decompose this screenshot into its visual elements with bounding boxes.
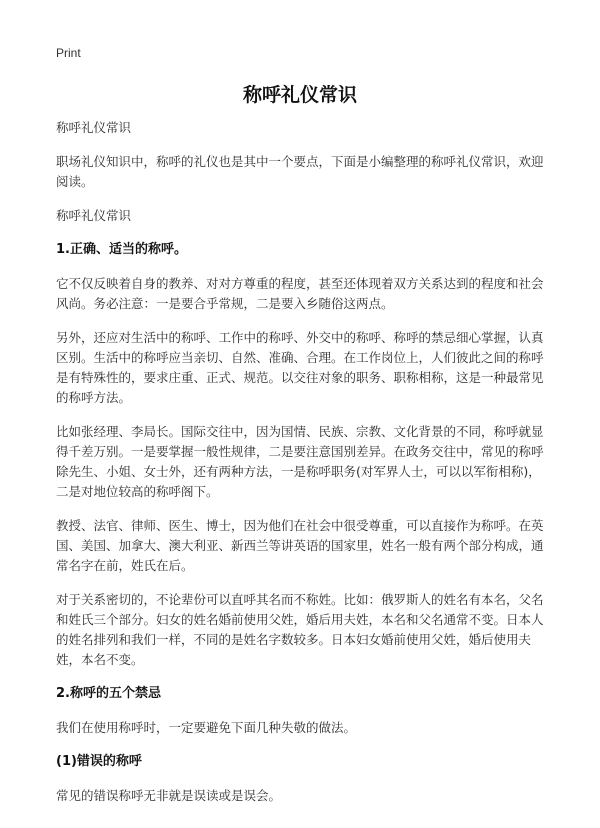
section-heading-1: 1.正确、适当的称呼。 xyxy=(56,242,187,257)
page-title: 称呼礼仪常识 xyxy=(242,84,357,106)
print-link[interactable]: Print xyxy=(56,46,81,60)
paragraph-subtitle-repeat: 称呼礼仪常识 xyxy=(56,208,132,223)
paragraph-intro: 职场礼仪知识中，称呼的礼仪也是其中一个要点，下面是小编整理的称呼礼仪常识，欢迎阅读。 xyxy=(56,154,544,189)
paragraph: 另外，还应对生活中的称呼、工作中的称呼、外交中的称呼、称呼的禁忌细心掌握，认真区别。生活中的称呼应当亲切、自然、准确、合理。在工作岗位上，人们彼此之间的称呼是有特殊性的，要求庄重、正式、规范。以交往对象的职务、职称相称，这是一种最常见的称呼方法。 xyxy=(56,330,544,405)
paragraph: 教授、法官、律师、医生、博士，因为他们在社会中很受尊重，可以直接作为称呼。在英国、美国、加拿大、澳大利亚、新西兰等讲英语的国家里，姓名一般有两个部分构成，通常名字在前，姓氏在后。 xyxy=(56,518,544,573)
document-body xyxy=(56,118,548,820)
subsection-heading: (1)错误的称呼 xyxy=(56,754,142,769)
section-heading-2: 2.称呼的五个禁忌 xyxy=(56,686,161,701)
paragraph: 对于关系密切的，不论辈份可以直呼其名而不称姓。比如：俄罗斯人的姓名有本名，父名和姓氏三个部分。妇女的姓名婚前使用父姓，婚后用夫姓，本名和父名通常不变。日本人的姓名排列和我们一样，不同的是姓名字数较多。日本妇女婚前使用父姓，婚后使用夫姓，本名不变。 xyxy=(56,592,544,667)
paragraph: 比如张经理、李局长。国际交往中，因为国情、民族、宗教、文化背景的不同，称呼就显得千差万别。一是要掌握一般性规律，二是要注意国别差异。在政务交往中，常见的称呼除先生、小姐、女士外，还有两种方法，一是称呼职务(对军界人士，可以以军衔相称)，二是对地位较高的称呼阁下。 xyxy=(56,424,544,499)
paragraph: 常见的错误称呼无非就是误读或是误会。 xyxy=(56,788,282,803)
paragraph: 它不仅反映着自身的教养、对对方尊重的程度，甚至还体现着双方关系达到的程度和社会风尚。务必注意：一是要合乎常规，二是要入乡随俗这两点。 xyxy=(56,276,544,311)
paragraph-subtitle: 称呼礼仪常识 xyxy=(56,120,132,135)
paragraph: 我们在使用称呼时，一定要避免下面几种失敬的做法。 xyxy=(56,720,357,735)
